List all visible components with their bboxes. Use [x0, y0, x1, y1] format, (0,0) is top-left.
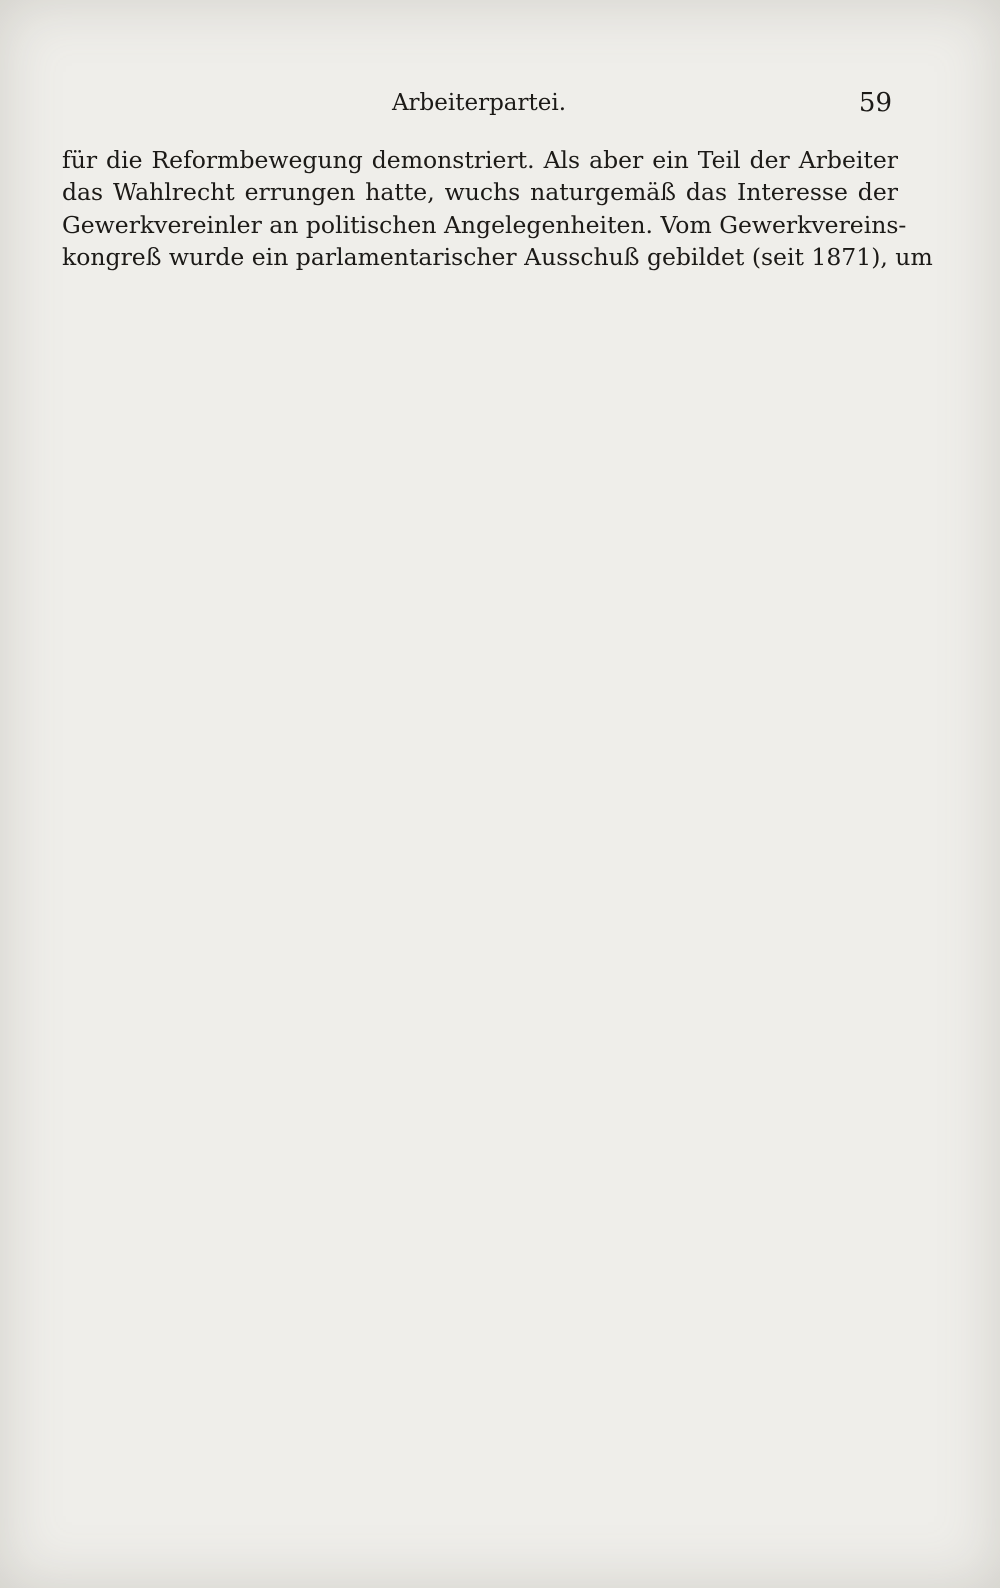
running-head-title: Arbeiterpartei.: [391, 90, 567, 116]
text-line: das Wahlrecht errungen hatte, wuchs naturgemäß das Interesse der: [62, 178, 898, 207]
page-number: 59: [858, 88, 892, 118]
body-text: [62, 144, 933, 274]
text-line: Gewerkvereinler an politischen Angelegenheiten. Vom Gewerkvereins-: [62, 210, 907, 239]
text-line: kongreß wurde ein parlamentarischer Ausschuß gebildet (seit 1871), um: [62, 243, 933, 272]
running-head: [66, 88, 892, 122]
text-line: für die Reformbewegung demonstriert. Als aber ein Teil der Arbeiter: [62, 146, 898, 174]
